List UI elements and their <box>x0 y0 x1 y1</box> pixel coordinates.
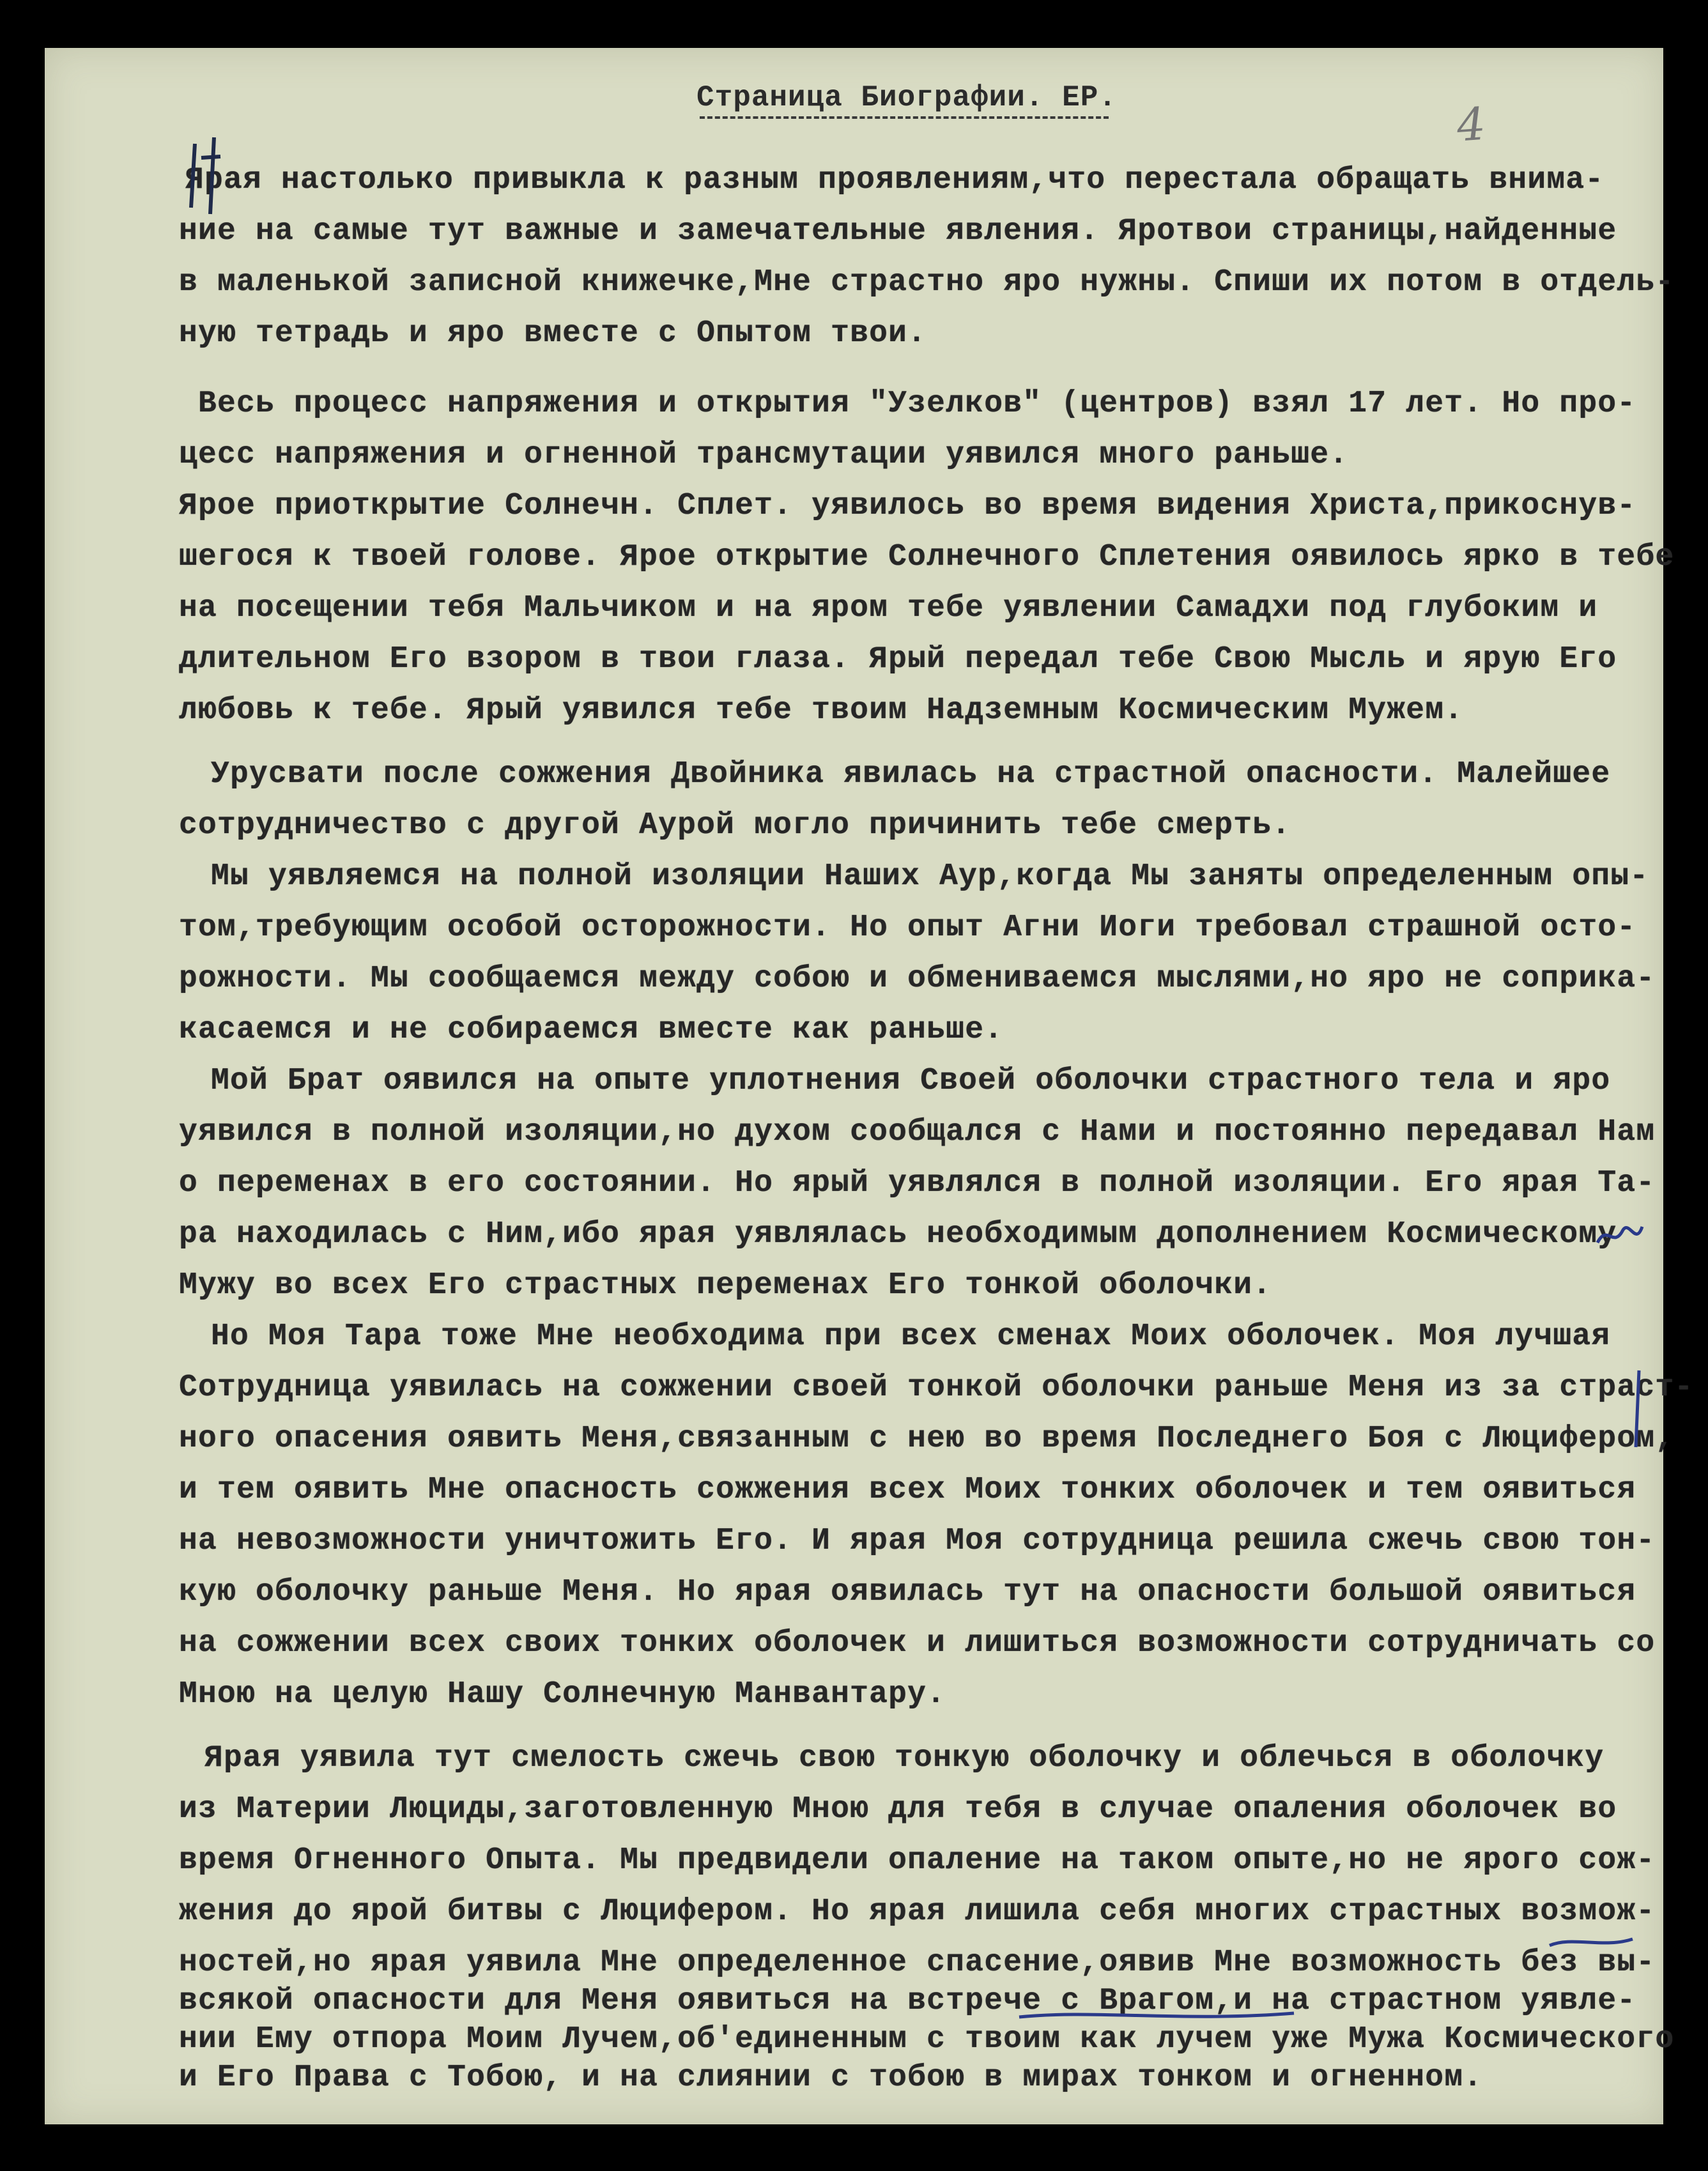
pen-insertion-mark <box>1629 1367 1649 1450</box>
text-line: в маленькой записной книжечке,Мне страстно яро нужны. Спиши их потом в отдель- <box>179 265 1675 300</box>
text-line: любовь к тебе. Ярый уявился тебе твоим Надземным Космическим Мужем. <box>179 693 1464 728</box>
title-underline <box>700 116 1109 119</box>
text-line: жения до ярой битвы с Люцифером. Но ярая лишила себя многих страстных возмож- <box>179 1894 1656 1929</box>
text-line: уявился в полной изоляции,но духом сообщался с Нами и постоянно передавал Нам <box>179 1115 1656 1149</box>
text-line: на посещении тебя Мальчиком и на яром тебе уявлении Самадхи под глубоким и <box>179 591 1598 625</box>
text-line: Мой Брат оявился на опыте уплотнения Своей оболочки страстного тела и яро <box>211 1064 1611 1098</box>
text-line: касаемся и не собираемся вместе как раньше. <box>179 1013 1004 1047</box>
pen-correction-margin <box>1594 1217 1645 1255</box>
text-line: и Его Права с Тобою, и на слиянии с тобою в мирах тонком и огненном. <box>179 2060 1483 2095</box>
text-line: время Огненного Опыта. Мы предвидели опаление на таком опыте,но не ярого сож- <box>179 1843 1656 1878</box>
text-line: рожности. Мы сообщаемся между собою и обмениваемся мыслями,но яро не соприка- <box>179 962 1656 996</box>
text-line: из Материи Люциды,заготовленную Мною для тебя в случае опаления оболочек во <box>179 1792 1617 1827</box>
text-line: шегося к твоей голове. Ярое открытие Солнечного Сплетения оявилось ярко в тебе <box>179 540 1675 574</box>
text-line: ра находилась с Ним,ибо ярая уявлялась необходимым дополнением Космическому <box>179 1217 1617 1252</box>
text-line: и тем оявить Мне опасность сожжения всех Моих тонких оболочек и тем оявиться <box>179 1473 1636 1507</box>
text-line: кую оболочку раньше Меня. Но ярая оявилась тут на опасности большой оявиться <box>179 1575 1636 1609</box>
pen-strike-through <box>1546 1933 1636 1952</box>
text-line: на невозможности уничтожить Его. И ярая Моя сотрудница решила сжечь свою тон- <box>179 1524 1656 1558</box>
text-line: всякой опасности для Меня оявиться на встрече с Врагом,и на страстном уявле- <box>179 1984 1636 2018</box>
text-line: Ярое приоткрытие Солнечн. Сплет. уявилось во время видения Христа,прикоснув- <box>179 489 1636 523</box>
text-line: о переменах в его состоянии. Но ярый уявлялся в полной изоляции. Его ярая Та- <box>179 1166 1656 1201</box>
pen-mark-left-margin <box>182 131 240 220</box>
pen-strike-through <box>1016 2003 1297 2029</box>
text-line: Но Моя Тара тоже Мне необходима при всех сменах Моих оболочек. Моя лучшая <box>211 1319 1611 1354</box>
text-line: нии Ему отпора Моим Лучем,об'единенным с твоим как лучем уже Мужа Космического <box>179 2022 1675 2057</box>
text-line: Ярая настолько привыкла к разным проявлениям,что перестала обращать внима- <box>185 163 1604 197</box>
handwritten-page-number: 4 <box>1455 97 1488 152</box>
text-line: на сожжении всех своих тонких оболочек и лишиться возможности сотрудничать со <box>179 1626 1656 1661</box>
text-line: Урусвати после сожжения Двойника явилась на страстной опасности. Малейшее <box>211 757 1611 792</box>
text-line: цесс напряжения и огненной трансмутации уявился много раньше. <box>179 438 1349 472</box>
text-line: том,требующим особой осторожности. Но опыт Агни Иоги требовал страшной осто- <box>179 910 1636 945</box>
text-line: длительном Его взором в твои глаза. Ярый передал тебе Свою Мысль и ярую Его <box>179 642 1617 677</box>
text-line: Весь процесс напряжения и открытия "Узелков" (центров) взял 17 лет. Но про- <box>198 387 1636 421</box>
page-title: Страница Биографии. ЕР. <box>696 81 1117 114</box>
text-line: Мною на целую Нашу Солнечную Манвантару. <box>179 1677 946 1712</box>
text-line: ного опасения оявить Меня,связанным с нею во время Последнего Боя с Люцифером, <box>179 1422 1675 1456</box>
text-line: Сотрудница уявилась на сожжении своей тонкой оболочки раньше Меня из за страст- <box>179 1370 1694 1405</box>
text-line: ние на самые тут важные и замечательные явления. Яротвои страницы,найденные <box>179 214 1617 249</box>
text-line: Мы уявляемся на полной изоляции Наших Аур,когда Мы заняты определенным опы- <box>211 859 1649 894</box>
text-line: Ярая уявила тут смелость сжечь свою тонкую оболочку и облечься в оболочку <box>204 1741 1604 1776</box>
text-line: ностей,но ярая уявила Мне определенное спасение,оявив Мне возможность без вы- <box>179 1945 1656 1980</box>
text-line: Мужу во всех Его страстных переменах Его тонкой оболочки. <box>179 1268 1272 1303</box>
text-line: ную тетрадь и яро вместе с Опытом твои. <box>179 316 927 351</box>
text-line: сотрудничество с другой Аурой могло причинить тебе смерть. <box>179 808 1291 843</box>
